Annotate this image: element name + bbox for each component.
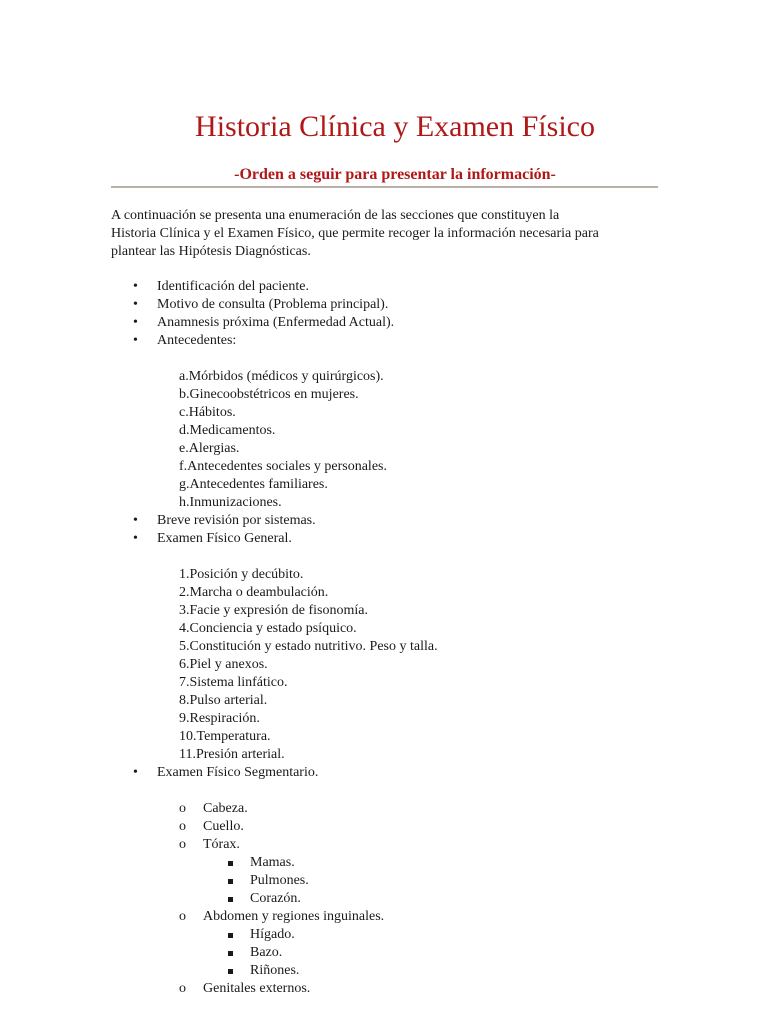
examen-general-label: 5.Constitución y estado nutritivo. Peso y talla. bbox=[179, 639, 438, 654]
examen-general-label: 6.Piel y anexos. bbox=[179, 657, 268, 672]
examen-general-item bbox=[0, 584, 768, 602]
examen-general-label: 4.Conciencia y estado psíquico. bbox=[179, 621, 357, 636]
segment-subitem bbox=[0, 962, 768, 980]
intro-line: plantear las Hipótesis Diagnósticas. bbox=[111, 244, 311, 259]
examen-general-item bbox=[0, 692, 768, 710]
page-subtitle: -Orden a seguir para presentar la información- bbox=[234, 166, 556, 183]
antecedente-label: h.Inmunizaciones. bbox=[179, 495, 282, 510]
segment-label: Genitales externos. bbox=[203, 981, 311, 996]
segment-subitem bbox=[0, 872, 768, 890]
title-divider bbox=[111, 186, 658, 188]
antecedente-label: d.Medicamentos. bbox=[179, 423, 276, 438]
segment-sublabel: Bazo. bbox=[250, 945, 283, 960]
intro-line: Historia Clínica y el Examen Físico, que permite recoger la información necesaria para bbox=[111, 226, 599, 241]
bullet-icon: • bbox=[133, 333, 138, 348]
spacer bbox=[0, 350, 768, 368]
list-item bbox=[0, 764, 768, 782]
list-item bbox=[0, 332, 768, 350]
examen-general-label: 1.Posición y decúbito. bbox=[179, 567, 304, 582]
segment-sublabel: Corazón. bbox=[250, 891, 301, 906]
list-item bbox=[0, 530, 768, 548]
antecedente-label: e.Alergias. bbox=[179, 441, 240, 456]
intro-line: A continuación se presenta una enumeración de las secciones que constituyen la bbox=[111, 208, 560, 223]
antecedente-item bbox=[0, 368, 768, 386]
segment-item bbox=[0, 818, 768, 836]
list-item-label: Breve revisión por sistemas. bbox=[157, 513, 316, 528]
list-item bbox=[0, 512, 768, 530]
square-bullet-icon bbox=[228, 879, 233, 884]
bullet-icon: • bbox=[133, 297, 138, 312]
antecedente-item bbox=[0, 476, 768, 494]
page-title: Historia Clínica y Examen Físico bbox=[195, 110, 595, 143]
antecedente-label: f.Antecedentes sociales y personales. bbox=[179, 459, 387, 474]
bullet-icon: • bbox=[133, 279, 138, 294]
segment-sublabel: Riñones. bbox=[250, 963, 300, 978]
list-item bbox=[0, 314, 768, 332]
antecedente-item bbox=[0, 440, 768, 458]
examen-general-item bbox=[0, 728, 768, 746]
list-item-label: Examen Físico Segmentario. bbox=[157, 765, 319, 780]
circle-bullet-icon: o bbox=[179, 909, 186, 924]
list-item bbox=[0, 296, 768, 314]
square-bullet-icon bbox=[228, 951, 233, 956]
bullet-icon: • bbox=[133, 531, 138, 546]
segment-label: Cuello. bbox=[203, 819, 244, 834]
bullet-icon: • bbox=[133, 765, 138, 780]
examen-general-item bbox=[0, 674, 768, 692]
circle-bullet-icon: o bbox=[179, 819, 186, 834]
segment-sublabel: Pulmones. bbox=[250, 873, 309, 888]
square-bullet-icon bbox=[228, 861, 233, 866]
antecedente-label: g.Antecedentes familiares. bbox=[179, 477, 328, 492]
antecedente-item bbox=[0, 458, 768, 476]
circle-bullet-icon: o bbox=[179, 801, 186, 816]
segment-label: Tórax. bbox=[203, 837, 240, 852]
bullet-icon: • bbox=[133, 513, 138, 528]
examen-general-label: 9.Respiración. bbox=[179, 711, 260, 726]
spacer bbox=[0, 782, 768, 800]
intro-paragraph bbox=[111, 207, 671, 261]
segment-item bbox=[0, 836, 768, 854]
segment-item bbox=[0, 908, 768, 926]
circle-bullet-icon: o bbox=[179, 981, 186, 996]
square-bullet-icon bbox=[228, 969, 233, 974]
segment-subitem bbox=[0, 944, 768, 962]
antecedente-item bbox=[0, 494, 768, 512]
list-item-label: Identificación del paciente. bbox=[157, 279, 309, 294]
sections-list bbox=[0, 278, 768, 998]
examen-general-item bbox=[0, 656, 768, 674]
segment-item bbox=[0, 800, 768, 818]
segment-subitem bbox=[0, 926, 768, 944]
examen-general-item bbox=[0, 746, 768, 764]
square-bullet-icon bbox=[228, 933, 233, 938]
examen-general-item bbox=[0, 710, 768, 728]
segment-label: Cabeza. bbox=[203, 801, 248, 816]
list-item-label: Motivo de consulta (Problema principal). bbox=[157, 297, 389, 312]
examen-general-label: 10.Temperatura. bbox=[179, 729, 271, 744]
spacer bbox=[0, 548, 768, 566]
examen-general-item bbox=[0, 602, 768, 620]
list-item-label: Examen Físico General. bbox=[157, 531, 292, 546]
antecedente-item bbox=[0, 386, 768, 404]
examen-general-label: 3.Facie y expresión de fisonomía. bbox=[179, 603, 368, 618]
list-item bbox=[0, 278, 768, 296]
segment-subitem bbox=[0, 890, 768, 908]
antecedente-label: b.Ginecoobstétricos en mujeres. bbox=[179, 387, 359, 402]
examen-general-item bbox=[0, 566, 768, 584]
list-item-label: Antecedentes: bbox=[157, 333, 237, 348]
segment-label: Abdomen y regiones inguinales. bbox=[203, 909, 385, 924]
segment-sublabel: Hígado. bbox=[250, 927, 295, 942]
examen-general-label: 11.Presión arterial. bbox=[179, 747, 285, 762]
antecedente-label: a.Mórbidos (médicos y quirúrgicos). bbox=[179, 369, 384, 384]
antecedente-item bbox=[0, 404, 768, 422]
examen-general-label: 7.Sistema linfático. bbox=[179, 675, 288, 690]
segment-subitem bbox=[0, 854, 768, 872]
examen-general-item bbox=[0, 620, 768, 638]
bullet-icon: • bbox=[133, 315, 138, 330]
list-item-label: Anamnesis próxima (Enfermedad Actual). bbox=[157, 315, 395, 330]
examen-general-label: 8.Pulso arterial. bbox=[179, 693, 268, 708]
segment-sublabel: Mamas. bbox=[250, 855, 295, 870]
circle-bullet-icon: o bbox=[179, 837, 186, 852]
examen-general-item bbox=[0, 638, 768, 656]
square-bullet-icon bbox=[228, 897, 233, 902]
antecedente-label: c.Hábitos. bbox=[179, 405, 236, 420]
examen-general-label: 2.Marcha o deambulación. bbox=[179, 585, 329, 600]
antecedente-item bbox=[0, 422, 768, 440]
segment-item bbox=[0, 980, 768, 998]
